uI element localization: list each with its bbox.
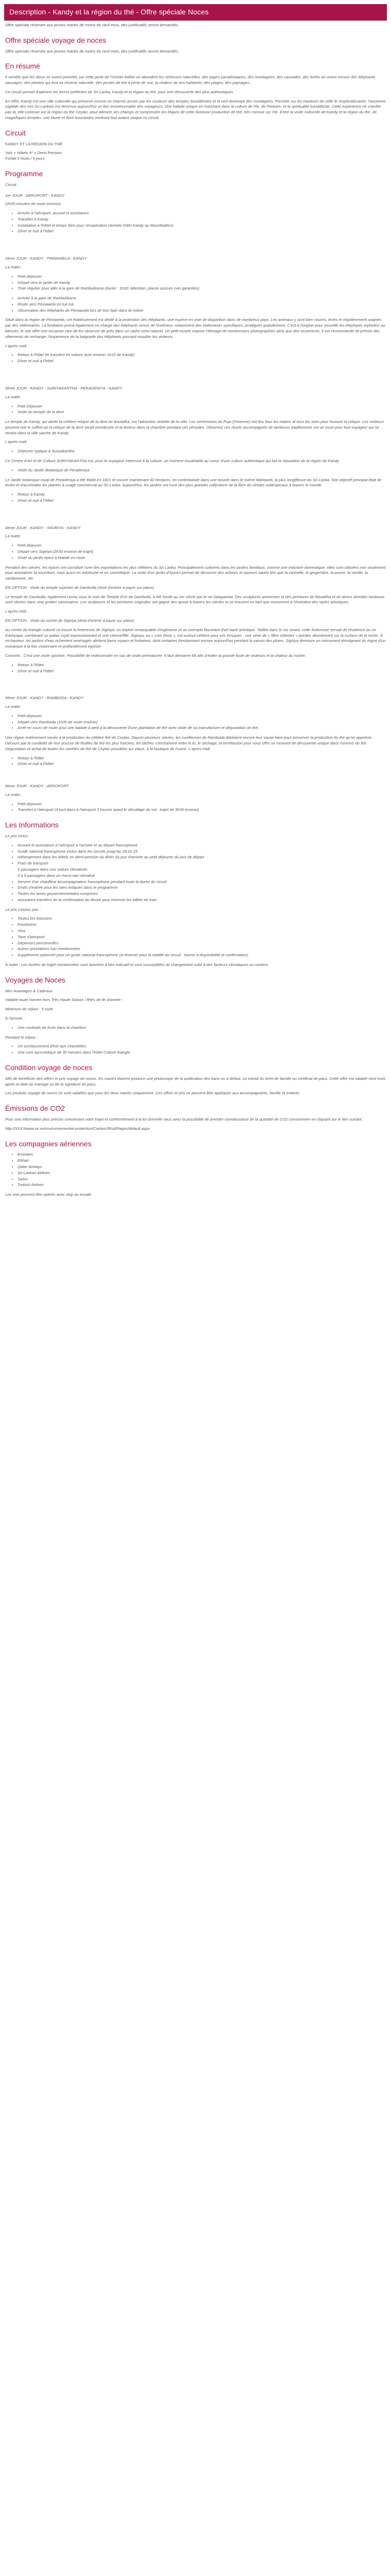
circuit-formula [5, 150, 386, 162]
page [0, 0, 391, 1201]
day-3-list-d [5, 492, 386, 504]
day-5-list-b [5, 756, 386, 768]
list-item: • Dîner et nuit à l'hôtel [18, 498, 386, 504]
list-item: • Emirates [18, 1152, 386, 1158]
heading-airlines: Les compagnies aériennes [5, 1139, 92, 1148]
day-2-list-c [5, 352, 386, 364]
day-6-morning-label: La matin : [5, 792, 23, 797]
list-item: • Arrivée à l'aéroport, accueil et assistance [18, 211, 386, 216]
heading-informations: Les Informations [5, 821, 59, 829]
conditions-paragraph-2: Les produits voyage de noces ne sont valables que pour les deux mariés uniquement. Ces offres et prix ne peuvent être appliqués aux accompagnants, famille et enfants. [5, 1091, 300, 1096]
airlines-list [5, 1152, 386, 1188]
day-3-paragraph-3: Le Jardin botanique royal de Peradeniya a été établi en 1821 et couvre maintenant 60 hectares, en contrebande dans une boucle dans le rivière Mahaweli, la plus longtfleuve du Sri Lanka. Son objectif principal était de tester et d'acclimater les plantes à usage commercial au Sri Lanka. Aujourd'hui, les jardins ont l'une des plus grandes collections de la flore du climats subtropicaux à travers le monde. [5, 477, 382, 488]
heading-offer: Offre spéciale voyage de noces [5, 36, 106, 44]
list-item: • Retour à Kandy [18, 492, 386, 498]
day-5-title: 5ème JOUR : KANDY - RAMBODA - KANDY [5, 696, 84, 701]
list-item: • Toutes les taxes gouvernementales comprises [18, 891, 386, 897]
list-item: • Petit Déjeuner [18, 404, 386, 410]
list-item: • Départ vers Ramboda (1h30 de route environ) [18, 720, 386, 725]
day-4-paragraph-1: Pendant des siècles, les épices ont constitué l'une des exportations les plus célèbres du Sri Lanka. Principalement cultivées dans les jardins familiaux, comme une industrie domestique, elles sont utilisées non seulement pour aromatiser la nourriture, mais aussi en médecine et en cosmétique. La visite d'un jardin d'épices permet de découvrir des arômes et saveurs variés tels que la cannelle, le gingembre, la poivre, la vanille, la cardamome, etc. [5, 565, 386, 581]
list-item: • Transfert à l'aéroport (4 tout dans à l'aéroport 3 heures avant le décollage du vol - trajet de 3h30 environ) [18, 807, 386, 813]
intro-line: Offre spéciale réservée aux jeunes mariés de moins de neuf mois, des justificatifs seront demandés. [5, 22, 180, 27]
list-item: • Turkish Airlines [18, 1182, 386, 1188]
list-item: • Petit déjeuner [18, 802, 386, 807]
list-item: • Petit déjeuner [18, 714, 386, 719]
page-header-banner [4, 4, 387, 21]
day-2-title: 2ème JOUR : KANDY - PINNAWELA - KANDY [5, 256, 87, 261]
list-item: • Visa [18, 928, 386, 934]
list-item: • Autres prestations non mentionnées [18, 946, 386, 952]
list-item: • Visite du Jardin Botanique de Peradeniya [18, 468, 386, 473]
honeymoon-stay-list [5, 1044, 386, 1056]
heading-conditions: Condition voyage de noces [5, 1063, 92, 1072]
list-item: • Une cocktails de fruits dans la chambre [18, 1025, 386, 1031]
summary-paragraph-1: Il semble que les dieux se soient penchés sur cette perle de l'Océan Indien où abondent les richesses naturelles, des pages paradisiaques, des montagnes, des cascades, des forêts où vivent encore des éléphants sauvages, des plantes qui font sa réserve naturelle, des pentes de thé à perte de vue, la chaleur de ses habitants, des plages, des paysages... [5, 75, 376, 85]
list-item: • Arrivée à la gare de Rambukkana [18, 296, 386, 301]
day-2-morning-label: La matin : [5, 265, 23, 269]
excluded-list [5, 916, 386, 958]
list-item: • Toutes les boissons [18, 916, 386, 922]
day-5-paragraph-1: Une région entièrement vouée à la production du célèbre thé de Ceylan. Depuis plusieurs siècles, les cueilleuses de Ramboda déploient encore leur savoir-faire pour préserver la production du thé qu'on apprécie. Décours par la cueillette de leur pousse de feuilles de thé les plus fraîches, les tâches s'enchaînent entre le tri, le séchage, la torréfaction pour vous offrir un moment de découverte unique dans l'univers du thé. Dégustation et achat de toutes les variétés de thé de Ceylan possibles sur place, à la boutique de l'usine. L'après-midi [5, 735, 373, 751]
day-3-afternoon-label: L'après-midi [5, 439, 27, 445]
day-3-title: 3ème JOUR : KANDY - SURIYAKANTHA - PERADENIYA - KANDY [5, 385, 123, 391]
day-4-list-b [5, 663, 386, 674]
list-item: • Guide national francophone inclus dans les circuits jusqu'au 28.02.25 [18, 849, 386, 855]
list-item: • Installation à l'hôtel et temps libre pour récupération (Arrivée hôtel Kandy ou Mountbatten) [18, 223, 386, 229]
list-item: • Pourboires [18, 922, 386, 928]
day-2-list-b [5, 296, 386, 313]
day-2-list-a [5, 274, 386, 292]
day-3-paragraph-1: Le temple de Kandy, qui abrite la célèbre relique de la dent du Bouddha, est l'attraction vedette de la ville. Les cérémonies de Puja (l'Homme) ont lieu tous les matins et tous les soirs pour honorer la relique. Les visiteurs peuvent voir le coffret où la relique de la dent serait enchâssée et la lenteur dans la chambre pendant ces périodes. Observez ces rituels accompagnés de tambours traditionnels est un must pour tout voyageur qui se rendra dans la ville sacrée de Kandy. [5, 419, 384, 435]
list-item: • Dîner et nuit à l'hôtel [18, 229, 386, 234]
circuit-line-1: Vols + Hôtels 4* + Demi Pension [5, 150, 62, 156]
day-4-title: 4ème JOUR : KANDY - SIGIRIYA - KANDY [5, 525, 81, 530]
day-4-advice: Conseils : C'est une visite sportive. Possibilité de redescendre en cas de visite prématurée. Il faut démarrer tôt afin d'éviter la grande foule de visiteurs et la chaleur du rocher. [5, 653, 306, 658]
day-4-morning-label: La matin [5, 534, 21, 539]
description-content [0, 23, 391, 1198]
list-item: • Retour à l'hôtel [18, 663, 386, 668]
honeymoon-line-1: Mes Avantages & Cadeaux [5, 988, 53, 993]
circuit-line-2: Forfait 5 Nuits / 6 jours [5, 156, 45, 161]
day-4-option-dambulla: EN OPTION : Visite du temple rupestre de Dambulla (droit d'entrée à payer sur place) [5, 585, 154, 590]
list-item: • Dîner et nuit à l'hôtel [18, 761, 386, 767]
list-item: • Taxe d'aéroport [18, 935, 386, 940]
list-item: • Dîner et nuit à l'hôtel [18, 669, 386, 674]
list-item: • Visite du jardin épice à Matale en route [18, 555, 386, 561]
day-6-list-a [5, 802, 386, 814]
day-4-paragraph-3: Au centre du triangle culturel se trouve la forteresse de Sigiriya, un exploit remarquable d'ingénierie et un exemple fascinant d'art basé artistique. Taillée dans le roc vivant, cette forteresse servait de résidence au roi Kashyapa, combinant un palais royal impressionnant et une citerne/fille. Sigiriya, ou « Lion Rock », est surtout célèbre pour ses fresques : une série de « filles célestes » peintes directement sur la surface de la roche. À mi-hauteur, les jardins d'eau richement aménagés abritent bains royaux et fontaines, dont certaines fonctionnent encore aujourd'hui pendant la saison des pluies. Sigiriya demeure un monument témoignant du règne d'un monarque à la fois visionnaire et profondément égoïste. [5, 627, 386, 649]
day-3-morning-label: La matin [5, 394, 21, 399]
co2-link[interactable]: http://XXXXwww.xx.xx/environnemental-protection/Carbon2Rsd/Pages/default.aspx [5, 1126, 150, 1131]
list-item: • Retour à l'hôtel (le transfert en voiture dure environ 1h15 de Kandy) [18, 352, 386, 358]
honeymoon-line-2: Valable toute l'année hors Très Haute Saison / fêtes de fin d'année : [5, 997, 123, 1003]
list-item: • Départ vers Sigiriya (2h30 environ de trajet) [18, 549, 386, 555]
list-item: • Supplément optionnel pour un guide national francophone (à réserver pour la totalité du circuit - tourne à disponibilité et confirmation) [18, 953, 386, 958]
day-6-title: 6ème JOUR : KANDY - AEROPORT [5, 784, 69, 789]
list-item: • Train régulier pour aller à la gare de Rambukkana (durée : 1h30; Attention, places assises non garanties) [18, 286, 386, 292]
list-item: • Dépenses personnelles [18, 941, 386, 946]
summary-paragraph-3: En effet, Kandy est une ville culturelle qui préserve encore un charme ancien par les couleurs des temples bouddhistes et la vert dominant des montagnes. Perchée sur les hauteurs de celle fe resplendissante, l'ancienne capitale des rois Sri Lankais est devenue aujourd'hui un lieu incontournable des voyageurs. Une balade unique en marchant dans la culture de l'ile, de l'histoire, et la spiritualité bouddhiste. Cette expérience ne s'arrête pas là, elle continue sur la région du thé Ceylan, pour admirer ses champs et comprendre les étapes de cette fameuse production de thé, très connue sur l'ile. Entre la visite culturelle de Kandy et la région du thé, de magnifiques temples, une faune et flore luxuriantes rendront tout autant unique ce circuit. [5, 98, 386, 120]
included-list [5, 843, 386, 903]
heading-circuit: Circuit [5, 128, 26, 137]
list-item: • Retour à l'hôtel [18, 756, 386, 761]
list-item: • Départ vers le jardin de Kandy [18, 280, 386, 286]
included-label: Le prix inclus : [5, 834, 30, 839]
day-2-afternoon-label: L'après-midi : [5, 343, 29, 348]
day-1-title: 1er JOUR : AEROPORT - KANDY [5, 193, 65, 198]
list-item: • Une cure ayurvédique de 30 minutes dans l'hôtel Culture triangle [18, 1050, 386, 1056]
list-item: • assurance transfers de la confirmation du devoir pour réserver les billets de train [18, 897, 386, 903]
day-1-list [5, 211, 386, 234]
day-5-list-a [5, 714, 386, 731]
heading-honeymoon: Voyages de Noces [5, 975, 66, 984]
day-4-paragraph-2: Le temple de Dambulla, également connu sous le nom de Temple d'Or de Dambulla, a été fondé au 1er siècle par le roi Valagamba. Des sculptures anciennes et des peintures de Bouddha et de divers divinités hindoues sont situées dans cinq grottes sanctuaires. Les sculptures et les peintures originales ont gagné des ajouts à travers les siècles et se trouvent en tant que monument à l'évolution des styles artistiques. [5, 594, 385, 605]
duration-note: À noter : Les durées de trajet mentionnées sont données à titre indicatif et sont susceptibles de changement suite à des facteurs climatiques ou routiers. [5, 962, 269, 967]
circuit-label: Circuit : [5, 182, 19, 187]
page-title: Description - Kandy et la région du thé - Offre spéciale Noces [9, 8, 209, 16]
day-2-paragraph-1: Situé dans la région de Pinnawela, cet établissement est dédié à la protection des éléphants, une espèce en voie de disparition dans de nombreux pays. Les animaux y sont bien nourris, levés et régulièrement soignés par des vétérinaires. La fondation prend également en charge des éléphants venus de l'extérieur, notamment des traitements spécifiques, prodigués gratuitement. C'est à l'origine pour recueillir les éléphants orphelins ou blessés, le site offre une occasion rare de les observer de près dans un cadre semi-naturel. Un petit musée expose l'élevage de nombreuses photographies ainsi que des ossements. Il est recommandé de prévoir des vêtements de rechange, l'expérience de la baignade des éléphants pouvant mouiller les visiteurs. [5, 317, 385, 339]
day-3-list-a [5, 404, 386, 416]
conditions-paragraph-1: Afin de bénéficier des offres et prix voyage de noces, les mariés doivent produire une photocopie de la publication des bans ou à défaut, un extrait du livret de famille ou certificat de pacs. Cette offre est valable neuf mois après la date du mariage ou de la signature du pacs. [5, 1076, 386, 1087]
honeymoon-arrival-list [5, 1025, 386, 1031]
honeymoon-stay-label: Pendant le séjour : [5, 1035, 38, 1040]
list-item: • Transfert à Kandy [18, 217, 386, 223]
excluded-label: Le prix n'inclus pas : [5, 907, 41, 912]
day-5-morning-label: La matin [5, 704, 21, 709]
list-item: 3 à 6 passagers dans un micro-van climatisé [18, 873, 95, 878]
co2-link-wrap [5, 1126, 386, 1132]
list-item: • Sri Lankan Airlines [18, 1171, 386, 1176]
day-4-list-a [5, 543, 386, 561]
circuit-name: KANDY ET LA RÉGION DU THÉ [5, 141, 62, 146]
list-item: • Arrêt en cours de route pour une balade à pied à la découverte d'une plantation de thé avec visite de sa manufacture et dégustation de thé. [18, 725, 386, 731]
list-item: • Hébergement dans les hôtels en demi-pension du dîner du jour d'arrivée au petit déjeuner du jour de départ [18, 855, 386, 860]
list-item: • Observation des éléphants de Pinnawala lors de leur bain dans la rivière [18, 308, 386, 314]
honeymoon-line-3: Minimum de séjour : 5 nuits [5, 1007, 53, 1012]
offer-text: Offre spéciale réservée aux jeunes mariés de moins de neuf mois, des justificatifs seront demandés. [5, 48, 180, 54]
list-item: • Dîner et nuit à l'hôtel [18, 359, 386, 364]
day-3-list-b [5, 449, 386, 454]
day-4-option-sigiriya: EN OPTION : Visite du rocher de Sigiriya (droit d'entrée à payer sur place) [5, 618, 134, 623]
heading-programme: Programme [5, 169, 43, 178]
list-item: • Route vers Pinnawela en tuk tuk [18, 302, 386, 308]
flights-note: Les vols peuvent être opérés avec stop ou escale [5, 1192, 91, 1197]
heading-summary: En résumé [5, 62, 40, 71]
summary-paragraph-2: Ce circuit permet d'admirer les terres préférées de Sri Lanka, Kandy et la région du thé, pour une découverte des plus authentiques. [5, 89, 234, 94]
list-item: • Un surclassement dîner aux chandelles [18, 1044, 386, 1049]
list-item: • Visite du temple de la dent [18, 410, 386, 415]
day-3-paragraph-2: Ce Centre d'Art et de Culture SURIYAKANTHA est, pour le voyageur intéressé à la culture, un moment inoubliable au coeur d'une culture authentique qui fait la réputation de la région de Kandy. [5, 458, 340, 463]
list-item: • Swiss [18, 1177, 386, 1182]
list-item: • Accueil et assistance à l'aéroport à l'arrivée et au départ francophone [18, 843, 386, 849]
list-item: • Frais de transport [18, 861, 386, 867]
honeymoon-arrival-label: À l'arrivée : [5, 1015, 25, 1021]
day-4-afternoon-label: L'après-midi : [5, 609, 29, 614]
list-item: 2 passagers dans une voiture climatisée [18, 867, 88, 872]
list-item: • Petit déjeuner [18, 543, 386, 549]
co2-paragraph: Pour une information plus précise concernant votre trajet et conformément à la loi Grenelle vous avez la possibilité de prendre connaissance de la quantité de CO2 consommée en cliquant sur le lien suivant : [5, 1116, 364, 1122]
list-item: • Qatar Airways [18, 1164, 386, 1170]
list-item: • Etihad [18, 1158, 386, 1164]
list-item: • Petit déjeuner [18, 274, 386, 280]
day-3-list-c [5, 468, 386, 473]
list-item: • Service d'un chauffeur accompagnateur francophone pendant toute la durée du circuit [18, 879, 386, 885]
day-1-subtitle: (2h30 minutes de route environ) [5, 201, 61, 207]
list-item: • Droits d'entrée pour les sites indiqués dans le programme [18, 885, 386, 891]
heading-co2: Émissions de CO2 [5, 1104, 65, 1113]
list-item: • Déjeuner typique à Suriyakantha [18, 449, 386, 454]
